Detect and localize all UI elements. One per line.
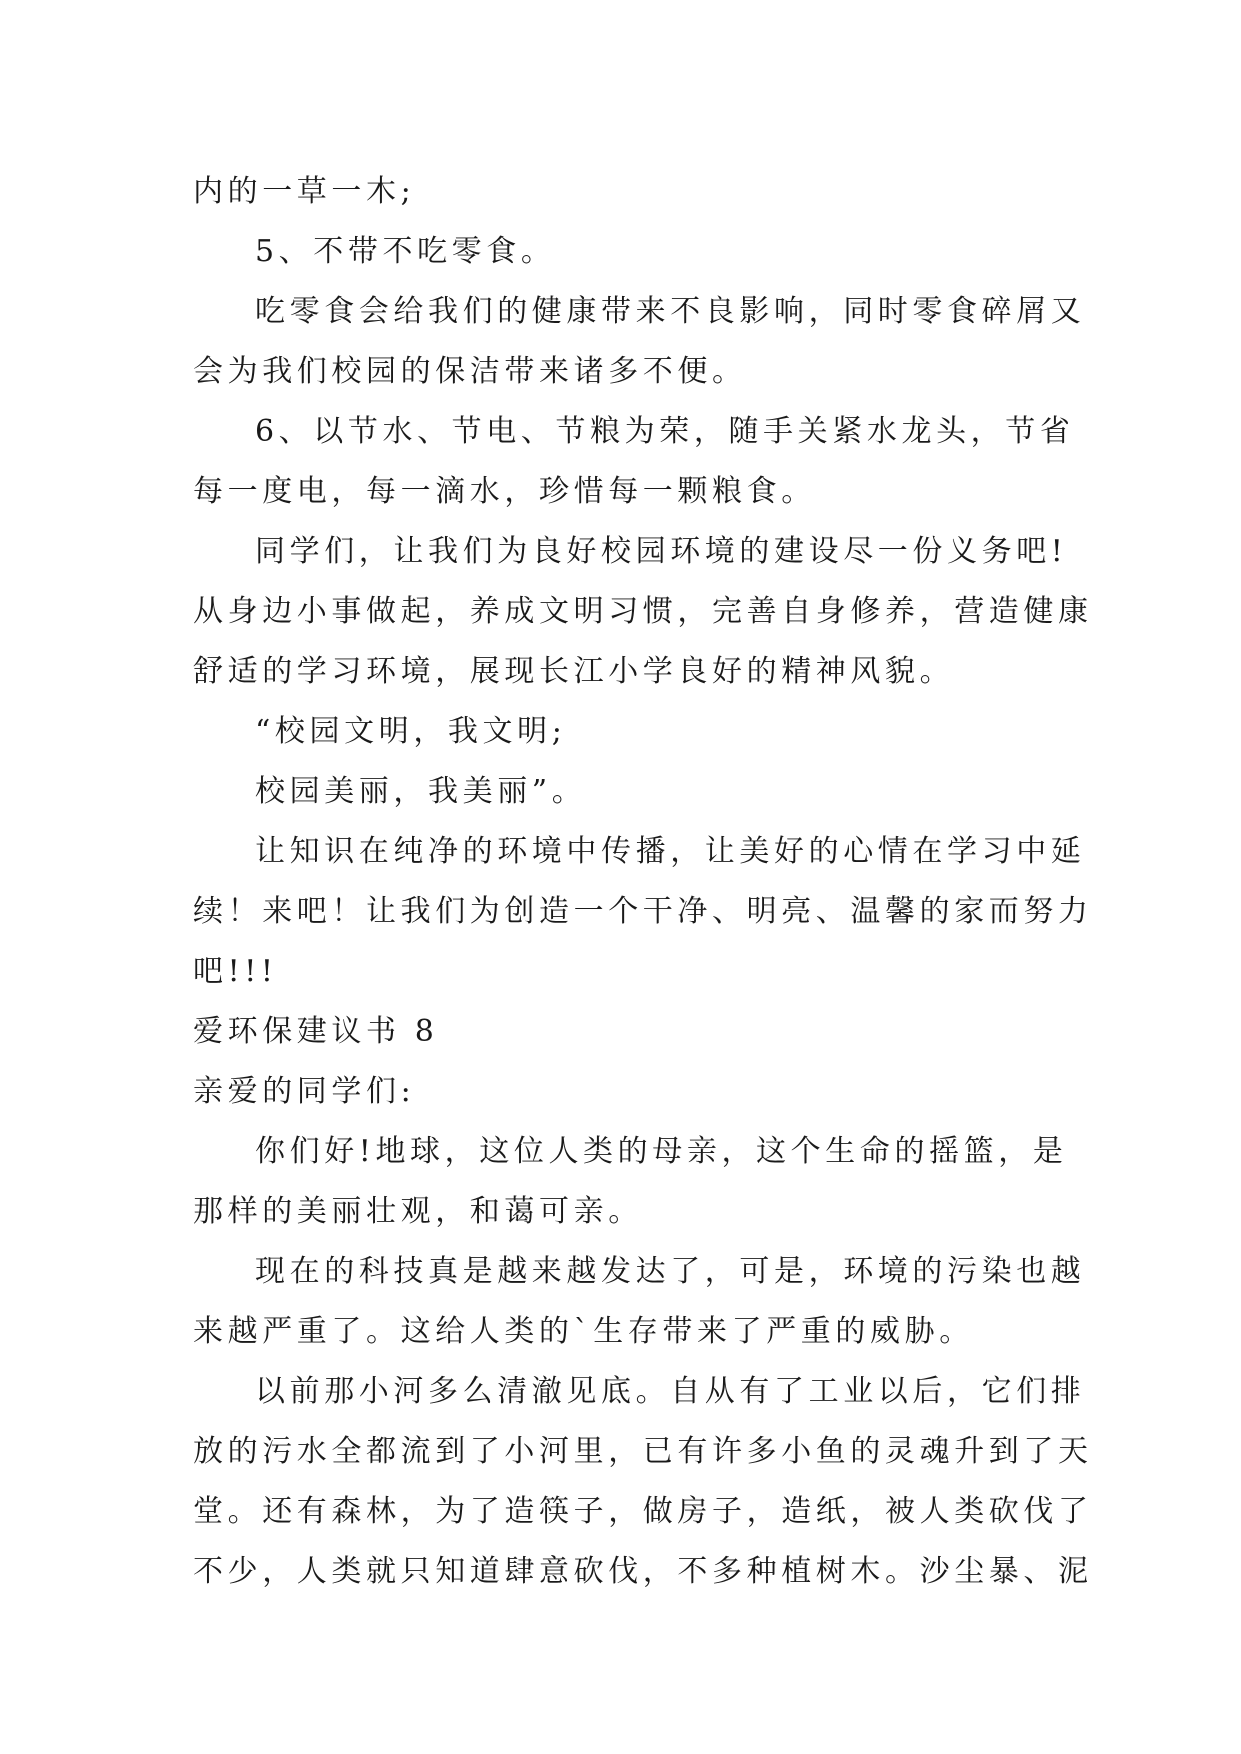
text-line: 来越严重了。这给人类的`生存带来了严重的威胁。 bbox=[193, 1314, 974, 1349]
text-line: 放的污水全都流到了小河里，已有许多小鱼的灵魂升到了天 bbox=[193, 1434, 1093, 1469]
section-heading: 爱环保建议书 8 bbox=[193, 1014, 439, 1049]
text-line: 你们好!地球，这位人类的母亲，这个生命的摇篮，是 bbox=[255, 1134, 1068, 1169]
text-line: “校园文明，我文明; bbox=[255, 714, 567, 749]
text-line: 内的一草一木; bbox=[193, 174, 416, 209]
text-line: 6、以节水、节电、节粮为荣，随手关紧水龙头，节省 bbox=[255, 414, 1075, 449]
text-line: 那样的美丽壮观，和蔼可亲。 bbox=[193, 1194, 643, 1229]
text-line: 每一度电，每一滴水，珍惜每一颗粮食。 bbox=[193, 474, 816, 509]
text-line: 5、不带不吃零食。 bbox=[255, 234, 556, 269]
text-line: 不少，人类就只知道肆意砍伐，不多种植树木。沙尘暴、泥 bbox=[193, 1554, 1093, 1589]
text-line: 校园美丽，我美丽”。 bbox=[255, 774, 587, 809]
text-line: 续！来吧！让我们为创造一个干净、明亮、温馨的家而努力 bbox=[193, 894, 1093, 929]
text-line: 堂。还有森林，为了造筷子，做房子，造纸，被人类砍伐了 bbox=[193, 1494, 1093, 1529]
text-line: 以前那小河多么清澈见底。自从有了工业以后，它们排 bbox=[255, 1374, 1086, 1409]
text-line: 会为我们校园的保洁带来诸多不便。 bbox=[193, 354, 747, 389]
text-line: 从身边小事做起，养成文明习惯，完善自身修养，营造健康 bbox=[193, 594, 1093, 629]
salutation: 亲爱的同学们: bbox=[193, 1074, 416, 1109]
text-line: 吧!!! bbox=[193, 954, 278, 989]
text-line: 吃零食会给我们的健康带来不良影响，同时零食碎屑又 bbox=[255, 294, 1086, 329]
text-line: 舒适的学习环境，展现长江小学良好的精神风貌。 bbox=[193, 654, 955, 689]
text-line: 同学们，让我们为良好校园环境的建设尽一份义务吧! bbox=[255, 534, 1068, 569]
text-line: 现在的科技真是越来越发达了，可是，环境的污染也越 bbox=[255, 1254, 1086, 1289]
document-body bbox=[193, 162, 1093, 1602]
text-line: 让知识在纯净的环境中传播，让美好的心情在学习中延 bbox=[255, 834, 1086, 869]
